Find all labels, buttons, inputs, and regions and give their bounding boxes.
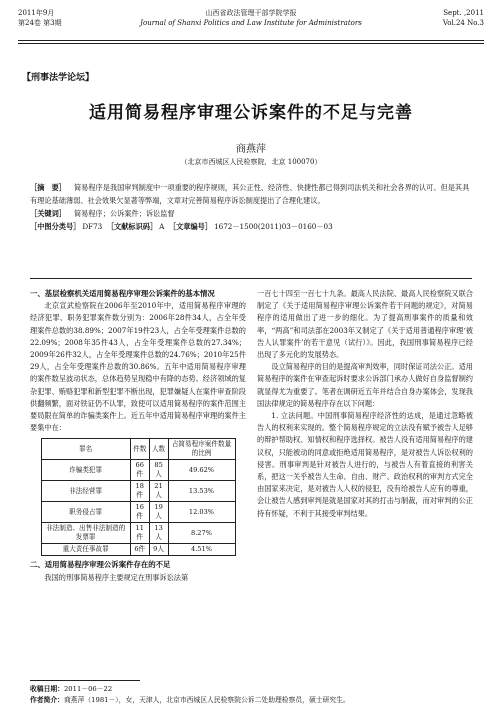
keywords xyxy=(30,207,472,220)
table-cell: 9人 xyxy=(149,544,168,556)
table-cell: 66件 xyxy=(130,460,149,481)
classification-line xyxy=(30,220,472,233)
table-cell: 49.62% xyxy=(168,460,235,481)
table-cell: 18件 xyxy=(130,481,149,502)
table-cell: 4.51% xyxy=(168,544,235,556)
abstract-label: ［摘 要］ xyxy=(30,183,66,192)
header-right xyxy=(443,8,484,28)
footnote-rule xyxy=(30,680,140,681)
abstract-text: 简易程序是我国审判制度中一项重要的程序规则，其公正性、经济性、快捷性都已得到司法机关和社会各界的认可。但是其具有理论基础薄弱、社会效果欠显著等弊端，文章对完善简易程序诉讼制度提出了合理化建议。 xyxy=(30,183,470,205)
table-row xyxy=(41,544,235,556)
journal-header xyxy=(18,8,484,36)
header-journal-en: Journal of Shanxi Politics and Law Institute for Administrators xyxy=(140,19,362,27)
table-header-cell: 人数 xyxy=(149,439,168,460)
table-cell: 职务侵占罪 xyxy=(41,502,130,523)
table-cell: 非法经营罪 xyxy=(41,481,130,502)
left-paragraph-1: 北京宣武检察院在2006年至2010年中，适用简易程序审理的经济犯罪、职务犯罪案件数分别为：2006年28件34人，占全年受理案件总数的38.89%；2007年19件23人，占全年受理案件总数的22.09%；2008年35件43人，占全年受理案件总数的27.34%；2009年26件32人，占全年受理案件总数的24.76%；2010年25件29人，占全年受理案件总数的30.86%。五年中适用简易程序审理的案件数呈波动状态，总体趋势呈现稳中有降的态势。经济领域的复杂犯罪、贿赂犯罪和新型犯罪不断出现，犯罪嫌疑人在案件审查阶段供翻频繁，面对铁证仍不认罪，致使可以适用简易程序的案件范围主要局限在简单的诈骗类案件上。近五年中适用简易程序审理的案件主要集中在： xyxy=(30,301,246,433)
received-date xyxy=(30,684,472,695)
table-cell: 非法制造、出售非法制造的发票罪 xyxy=(41,523,130,544)
header-volume-en: Vol.24 No.3 xyxy=(442,19,484,27)
keywords-label: ［关键词］ xyxy=(30,209,66,218)
author-name: 商燕萍 xyxy=(236,144,266,155)
article-no-value: 1672－1500(2011)03－0160－03 xyxy=(214,222,333,231)
table-cell: 诈骗类犯罪 xyxy=(41,460,130,481)
paper-title: 适用简易程序审理公诉案件的不足与完善 xyxy=(89,103,413,123)
table-header-row xyxy=(41,439,235,460)
table-cell: 12.03% xyxy=(168,502,235,523)
table-header-cell: 件数 xyxy=(130,439,149,460)
table-cell: 11件 xyxy=(130,523,149,544)
table-row xyxy=(41,502,235,523)
table-cell: 6件 xyxy=(130,544,149,556)
article-no-label: ［文章编号］ xyxy=(168,222,213,231)
received-value: 2011－06－22 xyxy=(63,685,113,693)
table-header-cell: 罪名 xyxy=(41,439,130,460)
header-date-en: Sept. ,2011 xyxy=(443,9,484,17)
received-label: 收稿日期： xyxy=(30,685,64,693)
header-rule-thick xyxy=(18,40,484,41)
footnote xyxy=(30,684,472,706)
table-cell: 85人 xyxy=(149,460,168,481)
right-paragraph-1: 一百七十四至一百七十九条。最高人民法院、最高人民检察院又联合制定了《关于适用简易程序审理公诉案件若干问题的规定》，对简易程序的适用做出了进一步的细化。为了提高刑事案件的质量和效率，“两高”和司法部在2003年又制定了《关于适用普通程序审理‘被告人认罪案件’的若干意见（试行）》。因此，我国刑事简易程序已经出现了多元化的发展势态。 xyxy=(257,289,473,360)
abstract-rule xyxy=(30,278,472,279)
column-tag: 【刑事法学论坛】 xyxy=(22,73,95,83)
header-date: 2011年9月 xyxy=(18,9,55,17)
author-bio xyxy=(30,695,472,706)
keywords-text: 简易程序；公诉案件；诉讼监督 xyxy=(73,209,175,218)
abstract-block xyxy=(30,181,472,233)
clc-value: DF73 xyxy=(82,222,103,231)
table-cell: 21人 xyxy=(149,481,168,502)
left-column xyxy=(30,288,246,584)
right-column xyxy=(257,288,473,520)
table-row xyxy=(41,460,235,481)
table-cell: 16件 xyxy=(130,502,149,523)
clc-label: ［中图分类号］ xyxy=(30,222,81,231)
header-journal-cn: 山西省政法管理干部学院学报 xyxy=(205,9,297,17)
table-cell: 重大责任事故罪 xyxy=(41,544,130,556)
author-bio-text: 商燕萍（1981－），女，天津人，北京市西城区人民检察院公诉二处助理检察员，硕士研究生。 xyxy=(63,696,350,704)
author-bio-label: 作者简介： xyxy=(30,696,64,704)
table-cell: 13.53% xyxy=(168,481,235,502)
table-header-cell: 占简易程序案件数量的比例 xyxy=(168,439,235,460)
abstract xyxy=(30,181,472,207)
doc-code-label: ［文献标识码］ xyxy=(106,222,158,231)
right-paragraph-3: 1. 立法问题。中国刑事简易程序经济性的达成，是通过忽略被告人的权利来实现的。整个简易程序规定的立法没有赋予被告人足够的辩护帮助权、知情权和程序选择权。被告人没有适用简易程序的建议权，只能被动的同意或拒绝适用简易程序，是对被告人诉讼权利的侵害。刑事审判是针对被告人进行的，与被告人有着直接的利害关系，把这一关乎被告人生命、自由、财产、政治权利的审判方式完全由国家来决定，是对被告人人权的侵犯，没有给被告人应有的尊重，会让被告人感到审判是就是国家对其的打击与制裁，而对审判的公正持有怀疑，不利于其接受审判结果。 xyxy=(257,411,473,518)
author-affiliation: （北京市西城区人民检察院，北京 100070） xyxy=(180,158,322,166)
doc-code-value: A xyxy=(159,222,165,231)
header-center xyxy=(18,8,484,28)
header-volume: 第24卷 第3期 xyxy=(18,19,62,27)
header-rule-thin xyxy=(18,43,484,44)
case-table xyxy=(41,438,236,556)
table-cell: 13人 xyxy=(149,523,168,544)
left-paragraph-2: 我国的刑事简易程序主要规定在刑事诉讼法第 xyxy=(44,572,189,582)
section-heading-2: 二、适用简易程序审理公诉案件存在的不足 xyxy=(30,560,171,570)
table-cell: 19人 xyxy=(149,502,168,523)
table-row xyxy=(41,523,235,544)
section-heading-1: 一、基层检察机关适用简易程序审理公诉案件的基本情况 xyxy=(30,289,215,298)
table-cell: 8.27% xyxy=(168,523,235,544)
right-paragraph-2: 设立简易程序的目的是提高审判效率，同时保证司法公正。适用简易程序的案件在审查起诉时要求公诉部门承办人做好自身监督制约就显得尤为重要了。笔者在调研近五年并结合自身办案体会，发现我国法律规定的简易程序存在以下问题： xyxy=(257,362,473,408)
table-row xyxy=(41,481,235,502)
